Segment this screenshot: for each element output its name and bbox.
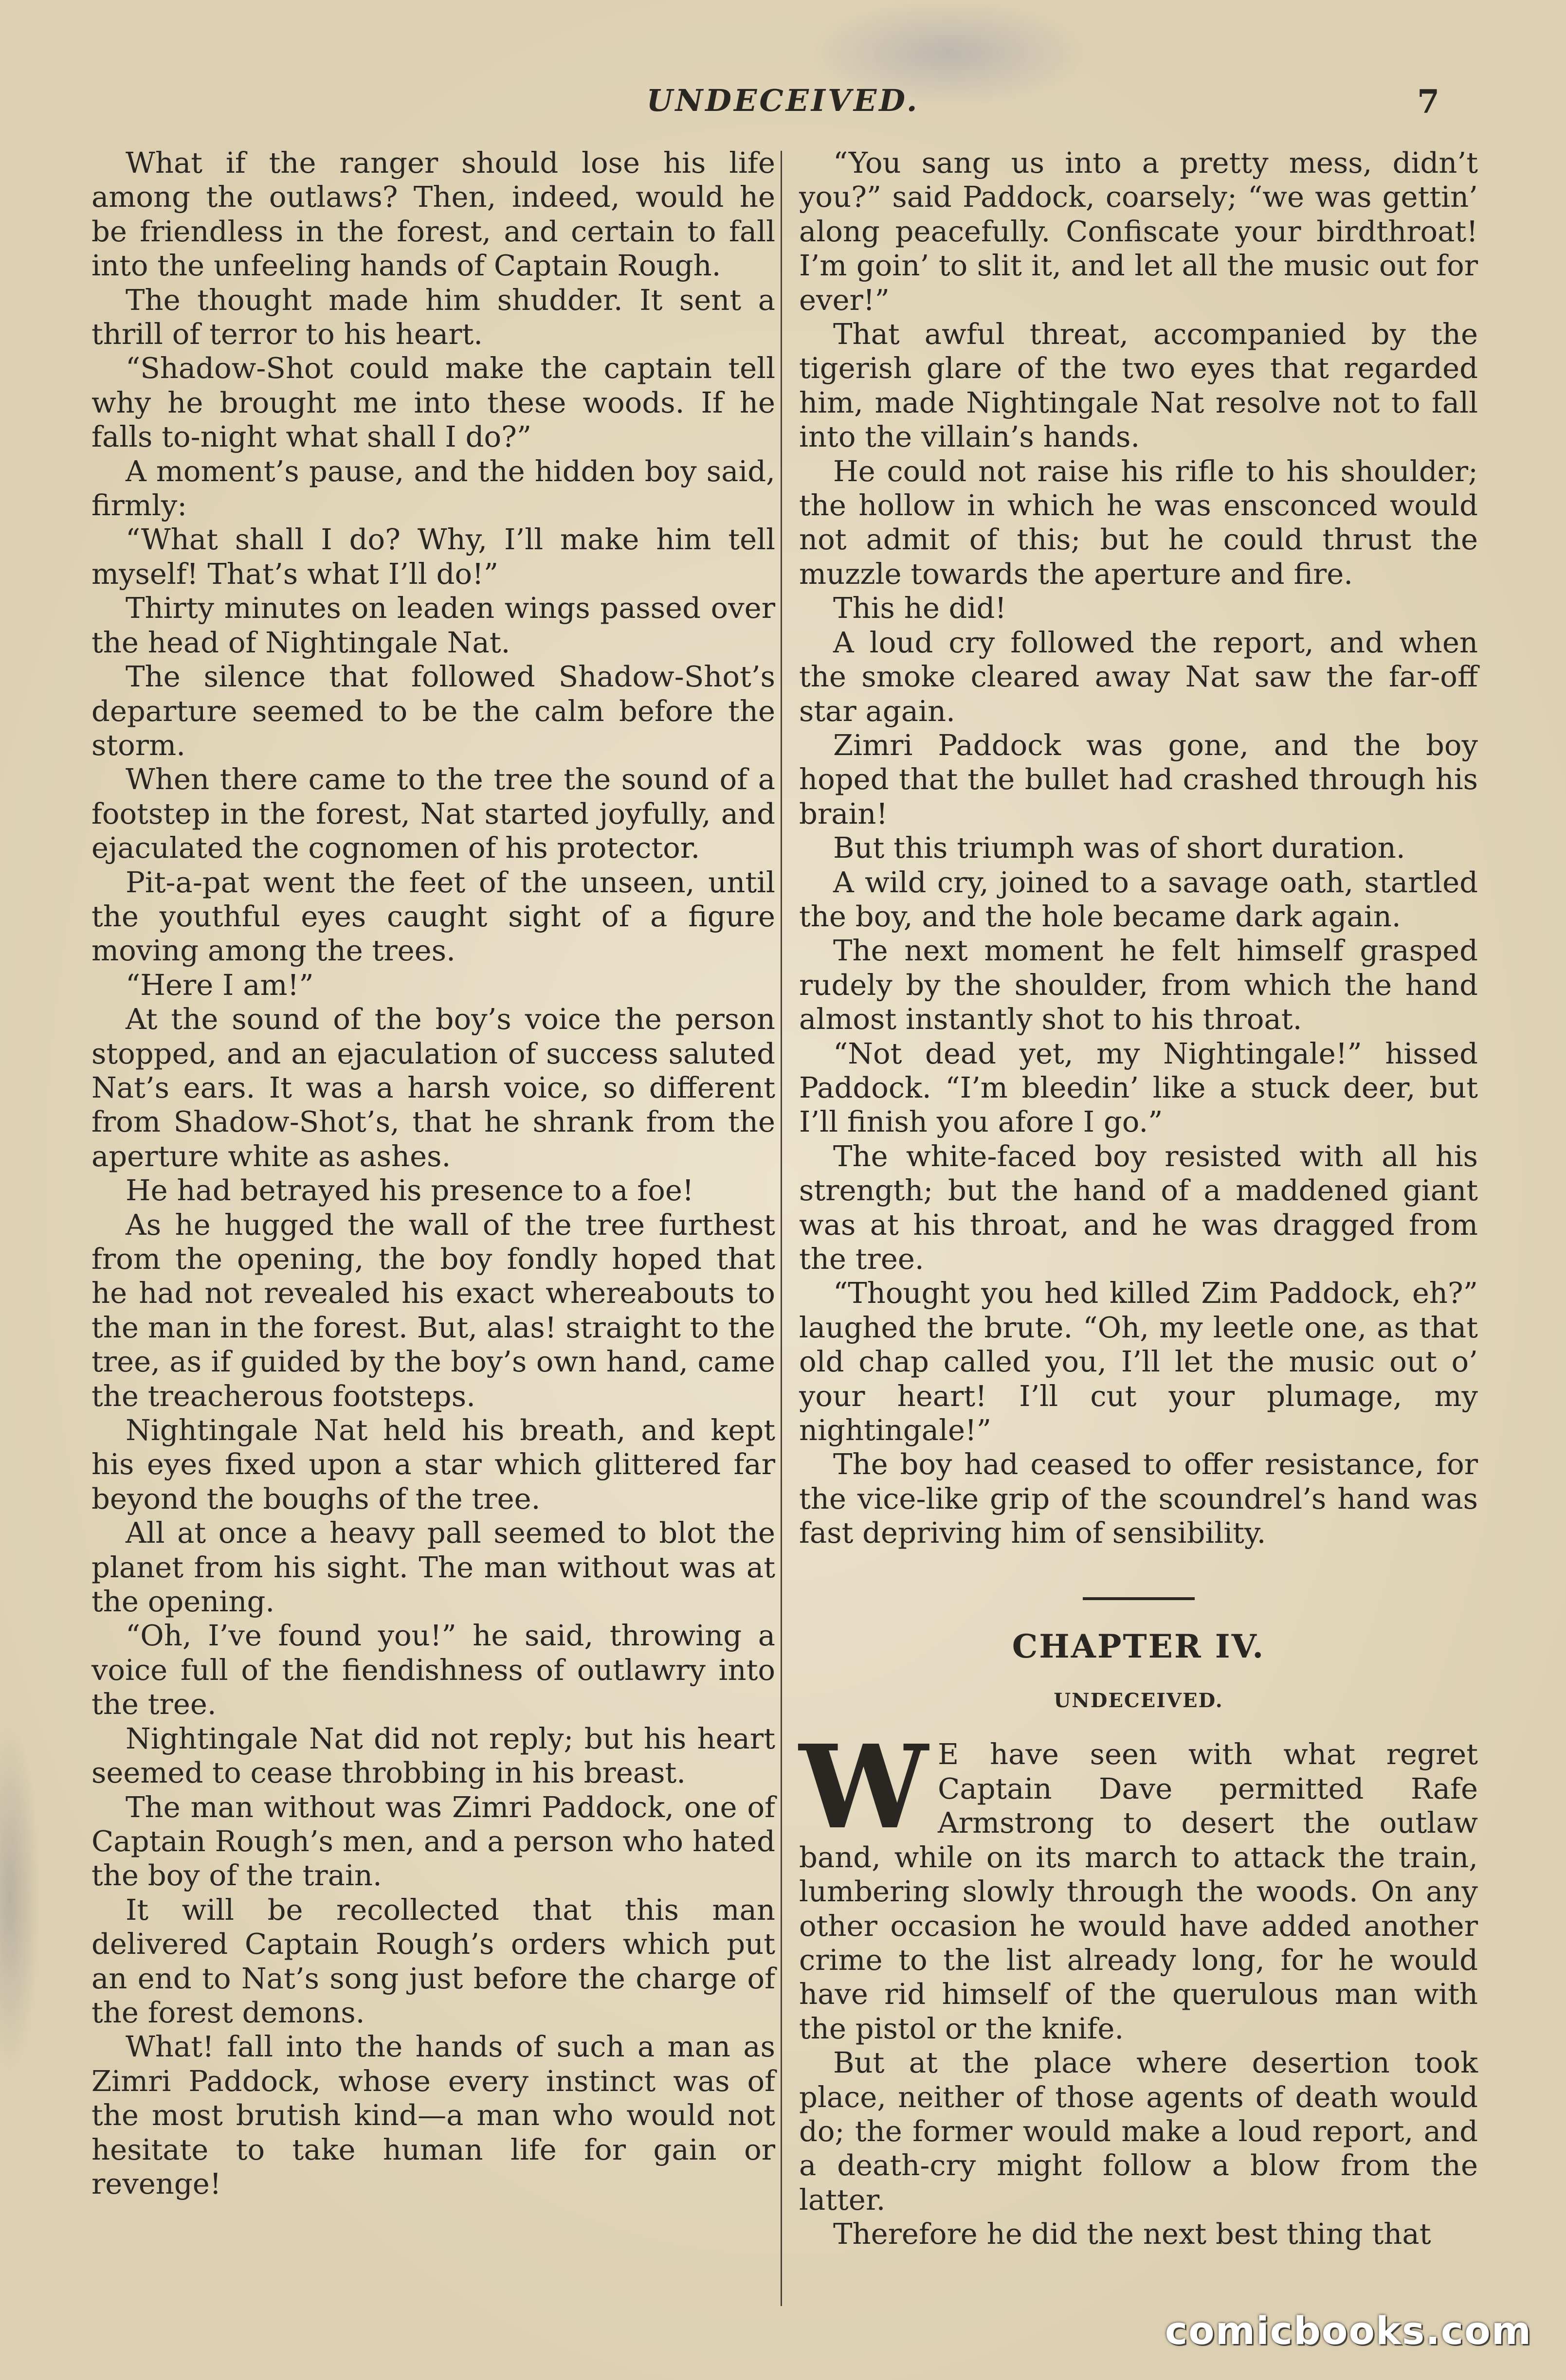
paragraph: At the sound of the boy’s voice the person stopped, and an ejaculation of success saluted Nat’s ears. It was a harsh voice, so different from Shadow-Shot’s, that he shrank from the aperture white as ashes. <box>91 1002 775 1173</box>
running-header-title: UNDECEIVED. <box>646 83 920 118</box>
paragraph: “You sang us into a pretty mess, didn’t you?” said Paddock, coarsely; “we was gettin’ along peacefully. Confiscate your birdthroat! I’m goin’ to slit it, and let all the music out for ever!” <box>799 146 1478 317</box>
paragraph: “Oh, I’ve found you!” he said, throwing a voice full of the fiendishness of outlawry into the tree. <box>91 1619 775 1721</box>
paragraph: A loud cry followed the report, and when the smoke cleared away Nat saw the far-off star again. <box>799 625 1478 728</box>
paragraph: A wild cry, joined to a savage oath, startled the boy, and the hole became dark again. <box>799 865 1478 933</box>
paragraph: What! fall into the hands of such a man as Zimri Paddock, whose every instinct was of the most brutish kind—a man who would not hesitate to take human life for gain or revenge! <box>91 2030 775 2200</box>
paragraph: As he hugged the wall of the tree furthest from the opening, the boy fondly hoped that he had not revealed his exact whereabouts to the man in the forest. But, alas! straight to the tree, as if guided by the boy’s own hand, came the treacherous footsteps. <box>91 1208 775 1413</box>
paragraph: Zimri Paddock was gone, and the boy hoped that the bullet had crashed through his brain! <box>799 728 1478 830</box>
drop-cap: W <box>799 1719 929 1855</box>
chapter-first-paragraph-text: E have seen with what regret Captain Dave permitted Rafe Armstrong to desert the outlaw band, while on its march to attack the train, lumbering slowly through the woods. On any other occasion he would have added another crime to the list already long, for he would have rid himself of the querulous man with the pistol or the knife. <box>799 1737 1478 2045</box>
paragraph: When there came to the tree the sound of a footstep in the forest, Nat started joyfully, and ejaculated the cognomen of his protector. <box>91 762 775 865</box>
paragraph: The thought made him shudder. It sent a thrill of terror to his heart. <box>91 283 775 351</box>
paragraph: “Not dead yet, my Nightingale!” hissed Paddock. “I’m bleedin’ like a stuck deer, but I’ll finish you afore I go.” <box>799 1036 1478 1139</box>
paragraph: Thirty minutes on leaden wings passed over the head of Nightingale Nat. <box>91 591 775 659</box>
paragraph: It will be recollected that this man delivered Captain Rough’s orders which put an end to Nat’s song just before the charge of the forest demons. <box>91 1893 775 2029</box>
page-number: 7 <box>1417 83 1439 121</box>
paragraph: But this triumph was of short duration. <box>833 831 1405 865</box>
column-divider <box>781 151 782 2306</box>
paragraph: The white-faced boy resisted with all his strength; but the hand of a maddened giant was at his throat, and he was dragged from the tree. <box>799 1139 1478 1276</box>
paragraph: The next moment he felt himself grasped rudely by the shoulder, from which the hand almost instantly shot to his throat. <box>799 934 1478 1036</box>
paragraph: That awful threat, accompanied by the tigerish glare of the two eyes that regarded him, made Nightingale Nat resolve not to fall into the villain’s hands. <box>799 317 1478 454</box>
chapter-subtitle: UNDECEIVED. <box>1054 1689 1223 1713</box>
paragraph: Pit-a-pat went the feet of the unseen, until the youthful eyes caught sight of a figure moving among the trees. <box>91 865 775 968</box>
paragraph: Therefore he did the next best thing that <box>833 2217 1431 2251</box>
paragraph: “Shadow-Shot could make the captain tell why he brought me into these woods. If he falls to-night what shall I do?” <box>91 351 775 454</box>
left-column <box>91 146 775 2201</box>
paragraph: A moment’s pause, and the hidden boy said, firmly: <box>91 454 775 523</box>
paragraph: This he did! <box>833 591 1007 625</box>
paragraph: All at once a heavy pall seemed to blot the planet from his sight. The man without was at the opening. <box>91 1516 775 1619</box>
chapter-first-paragraph <box>799 1719 1478 2046</box>
paragraph: He had betrayed his presence to a foe! <box>126 1173 694 1208</box>
paragraph: “What shall I do? Why, I’ll make him tell myself! That’s what I’ll do!” <box>91 523 775 591</box>
paragraph: What if the ranger should lose his life among the outlaws? Then, indeed, would he be friendless in the forest, and certain to fall into the unfeeling hands of Captain Rough. <box>91 146 775 283</box>
paragraph: Nightingale Nat did not reply; but his heart seemed to cease throbbing in his breast. <box>91 1721 775 1790</box>
chapter-separator-rule <box>1083 1597 1195 1600</box>
paragraph: The boy had ceased to offer resistance, for the vice-like grip of the scoundrel’s hand was fast depriving him of sensibility. <box>799 1447 1478 1550</box>
paragraph: But at the place where desertion took place, neither of those agents of death would do; the former would make a loud report, and a death-cry might follow a blow from the latter. <box>799 2046 1478 2217</box>
watermark-logo: comicbooks.com <box>1165 2309 1532 2353</box>
paragraph: “Here I am!” <box>126 968 314 1002</box>
right-column <box>799 146 1478 2252</box>
paragraph: “Thought you hed killed Zim Paddock, eh?” laughed the brute. “Oh, my leetle one, as that old chap called you, I’ll let the music out o’ your heart! I’ll cut your plumage, my nightingale!” <box>799 1276 1478 1447</box>
paragraph: Nightingale Nat held his breath, and kept his eyes fixed upon a star which glittered far beyond the boughs of the tree. <box>91 1413 775 1515</box>
paragraph: He could not raise his rifle to his shoulder; the hollow in which he was ensconced would not admit of this; but he could thrust the muzzle towards the aperture and fire. <box>799 454 1478 591</box>
chapter-title: CHAPTER IV. <box>1012 1627 1265 1665</box>
paragraph: The man without was Zimri Paddock, one of Captain Rough’s men, and a person who hated the boy of the train. <box>91 1790 775 1893</box>
paragraph: The silence that followed Shadow-Shot’s departure seemed to be the calm before the storm. <box>91 660 775 762</box>
